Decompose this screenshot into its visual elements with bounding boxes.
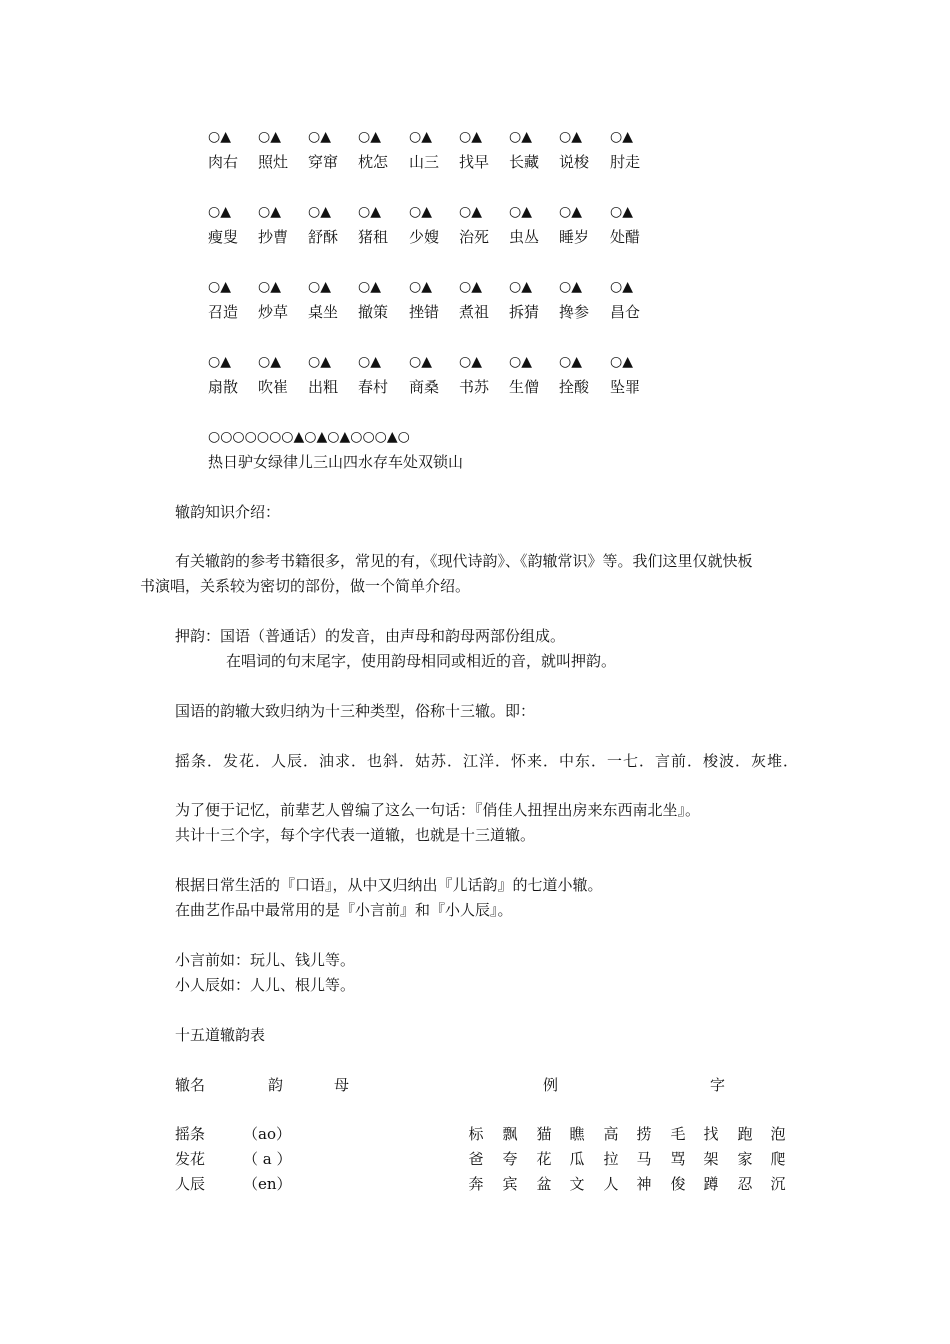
tone-marks: ○▲ [409, 129, 432, 145]
example-char: 人 [603, 1175, 619, 1193]
word-pair: 昌仓 [610, 303, 641, 321]
example-char: 瓜 [569, 1150, 585, 1168]
small-rhyme-line: 在曲艺作品中最常用的是『小言前』和『小人辰』。 [175, 901, 513, 919]
example-char: 家 [737, 1150, 753, 1168]
tone-marks: ○▲ [208, 204, 231, 220]
header-final-1: 韵 [268, 1076, 284, 1094]
example-char: 飘 [502, 1125, 518, 1143]
word-pair: 生僧 [509, 378, 540, 396]
example-char: 猫 [536, 1125, 552, 1143]
tone-marks: ○▲ [358, 354, 381, 370]
rhyme-name: 摇条 [175, 1125, 206, 1143]
rhyme-final: （ao） [243, 1125, 291, 1143]
word-pair: 找早 [459, 153, 490, 171]
word-pair: 肉右 [208, 153, 239, 171]
example-char: 瞧 [569, 1125, 585, 1143]
tone-marks: ○▲ [559, 129, 582, 145]
word-pair: 挫错 [409, 303, 440, 321]
example-char: 夸 [502, 1150, 518, 1168]
example-line: 小言前如：玩儿、钱儿等。 [175, 951, 356, 969]
rhyme-final: （ a ） [243, 1150, 292, 1168]
word-pair: 拴酸 [559, 378, 590, 396]
tone-marks: ○▲ [509, 354, 532, 370]
example-char: 跑 [737, 1125, 753, 1143]
example-char: 马 [636, 1150, 652, 1168]
word-pair: 搀参 [559, 303, 590, 321]
tone-marks: ○▲ [610, 279, 633, 295]
header-example-2: 字 [710, 1076, 726, 1094]
memory-line: 共计十三个字，每个字代表一道辙，也就是十三道辙。 [175, 826, 536, 844]
tone-marks: ○▲ [610, 129, 633, 145]
memory-line: 为了便于记忆，前辈艺人曾编了这么一句话：『俏佳人扭捏出房来东西南北坐』。 [175, 801, 701, 819]
word-pair: 拆猜 [509, 303, 540, 321]
word-pair: 商桑 [409, 378, 440, 396]
tone-marks: ○▲ [459, 129, 482, 145]
example-char: 找 [703, 1125, 719, 1143]
tone-marks: ○▲ [308, 204, 331, 220]
word-pair: 肘走 [610, 153, 641, 171]
example-char: 神 [636, 1175, 652, 1193]
header-example-1: 例 [543, 1076, 559, 1094]
tone-marks: ○▲ [258, 204, 281, 220]
example-char: 骂 [670, 1150, 686, 1168]
word-pair: 穿窜 [308, 153, 339, 171]
rhyme-definition-line: 在唱词的句末尾字，使用韵母相同或相近的音，就叫押韵。 [226, 652, 617, 670]
example-char: 奔 [468, 1175, 484, 1193]
example-char: 俊 [670, 1175, 686, 1193]
example-char: 毛 [670, 1125, 686, 1143]
tone-marks: ○▲ [258, 129, 281, 145]
tone-marks: ○▲ [308, 279, 331, 295]
word-pair: 出粗 [308, 378, 339, 396]
small-rhyme-line: 根据日常生活的『口语』，从中又归纳出『儿话韵』的七道小辙。 [175, 876, 603, 894]
word-pair: 枕怎 [358, 153, 389, 171]
thirteen-rhyme-list: 摇条．发花．人辰．油求．也斜．姑苏．江洋．怀来．中东．一七．言前．梭波．灰堆． [175, 752, 800, 770]
example-char: 盆 [536, 1175, 552, 1193]
header-final-2: 母 [334, 1076, 350, 1094]
intro-paragraph-line: 有关辙韵的参考书籍很多，常见的有，《现代诗韵》、《韵辙常识》等。我们这里仅就快板 [175, 552, 753, 570]
word-pair: 煮祖 [459, 303, 490, 321]
example-char: 文 [569, 1175, 585, 1193]
word-pair: 瘦叟 [208, 228, 239, 246]
word-pair: 睡岁 [559, 228, 590, 246]
intro-paragraph-line: 书演唱，关系较为密切的部份，做一个简单介绍。 [140, 577, 471, 595]
example-char: 拉 [603, 1150, 619, 1168]
tone-marks: ○▲ [459, 279, 482, 295]
word-pair: 桌坐 [308, 303, 339, 321]
word-pair: 治死 [459, 228, 490, 246]
word-pair: 舒酥 [308, 228, 339, 246]
example-char: 标 [468, 1125, 484, 1143]
word-pair: 扇散 [208, 378, 239, 396]
example-char: 忍 [737, 1175, 753, 1193]
tone-marks: ○▲ [258, 354, 281, 370]
tone-marks: ○▲ [509, 279, 532, 295]
tone-marks: ○▲ [559, 279, 582, 295]
word-pair: 撤策 [358, 303, 389, 321]
example-char: 沉 [770, 1175, 786, 1193]
word-pair: 抄曹 [258, 228, 289, 246]
word-pair: 吹崔 [258, 378, 289, 396]
word-pair: 少嫂 [409, 228, 440, 246]
rhyme-name: 人辰 [175, 1175, 206, 1193]
word-pair: 猪租 [358, 228, 389, 246]
tone-marks: ○▲ [208, 279, 231, 295]
tone-marks: ○▲ [208, 354, 231, 370]
example-char: 爸 [468, 1150, 484, 1168]
example-char: 高 [603, 1125, 619, 1143]
example-char: 爬 [770, 1150, 786, 1168]
example-line: 小人辰如：人儿、根儿等。 [175, 976, 356, 994]
word-pair: 虫丛 [509, 228, 540, 246]
word-pair: 处醋 [610, 228, 641, 246]
tone-marks: ○▲ [509, 204, 532, 220]
tone-marks: ○▲ [208, 129, 231, 145]
tone-marks: ○▲ [409, 354, 432, 370]
word-pair: 照灶 [258, 153, 289, 171]
section-heading: 辙韵知识介绍： [175, 503, 281, 521]
long-word-row: 热日驴女绿律儿三山四水存车处双锁山 [208, 453, 464, 471]
example-char: 蹲 [703, 1175, 719, 1193]
word-pair: 坠罪 [610, 378, 641, 396]
tone-marks: ○▲ [610, 204, 633, 220]
example-char: 宾 [502, 1175, 518, 1193]
thirteen-intro: 国语的韵辙大致归纳为十三种类型，俗称十三辙。即： [175, 702, 536, 720]
word-pair: 说梭 [559, 153, 590, 171]
rhyme-name: 发花 [175, 1150, 206, 1168]
tone-marks: ○▲ [409, 204, 432, 220]
example-char: 架 [703, 1150, 719, 1168]
word-pair: 春村 [358, 378, 389, 396]
tone-marks: ○▲ [509, 129, 532, 145]
example-char: 捞 [636, 1125, 652, 1143]
example-char: 花 [536, 1150, 552, 1168]
tone-marks: ○▲ [459, 354, 482, 370]
long-tone-marks: ○○○○○○○▲○▲○▲○○○▲○ [208, 429, 410, 445]
word-pair: 召造 [208, 303, 239, 321]
word-pair: 山三 [409, 153, 440, 171]
tone-marks: ○▲ [559, 354, 582, 370]
tone-marks: ○▲ [559, 204, 582, 220]
rhyme-definition-line: 押韵：国语（普通话）的发音，由声母和韵母两部份组成。 [175, 627, 566, 645]
tone-marks: ○▲ [358, 279, 381, 295]
tone-marks: ○▲ [308, 129, 331, 145]
tone-marks: ○▲ [459, 204, 482, 220]
tone-marks: ○▲ [308, 354, 331, 370]
tone-marks: ○▲ [258, 279, 281, 295]
tone-marks: ○▲ [610, 354, 633, 370]
table-title: 十五道辙韵表 [175, 1026, 266, 1044]
word-pair: 书苏 [459, 378, 490, 396]
header-rhyme-name: 辙名 [175, 1076, 206, 1094]
tone-marks: ○▲ [358, 129, 381, 145]
tone-marks: ○▲ [409, 279, 432, 295]
word-pair: 长藏 [509, 153, 540, 171]
tone-marks: ○▲ [358, 204, 381, 220]
rhyme-final: （en） [243, 1175, 292, 1193]
example-char: 泡 [770, 1125, 786, 1143]
word-pair: 炒草 [258, 303, 289, 321]
